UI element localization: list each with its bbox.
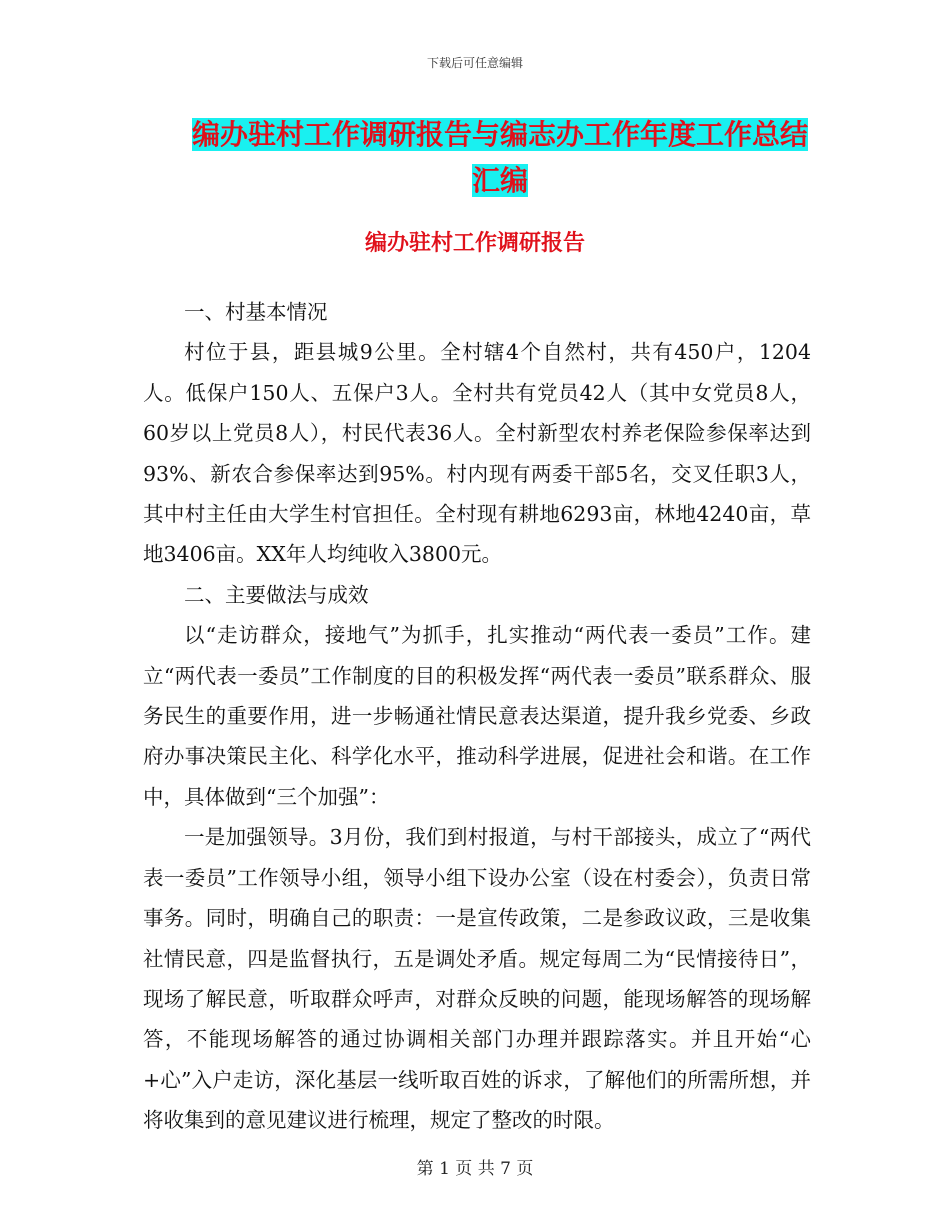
section-title: 编办驻村工作调研报告 bbox=[364, 230, 585, 256]
document-body bbox=[143, 292, 811, 1141]
document-title bbox=[190, 112, 810, 204]
document-title-text: 编办驻村工作调研报告与编志办工作年度工作总结汇编 bbox=[191, 118, 808, 197]
page-number: 第 1 页 共 7 页 bbox=[416, 1159, 534, 1179]
paragraph-methods: 以“走访群众，接地气”为抓手，扎实推动“两代表一委员”工作。建立“两代表一委员”工作制度的目的积极发挥“两代表一委员”联系群众、服务民生的重要作用，进一步畅通社情民意表达渠道，提升我乡党委、乡政府办事决策民主化、科学化水平，推动科学进展，促进社会和谐。在工作中，具体做到“三个加强”： bbox=[143, 623, 811, 809]
header-note: 下载后可任意编辑 bbox=[426, 56, 523, 70]
heading-basic-info: 一、村基本情况 bbox=[184, 300, 328, 324]
heading-methods: 二、主要做法与成效 bbox=[184, 582, 369, 607]
paragraph-basic-info: 村位于县，距县城9公里。全村辖4个自然村，共有450户，1204人。低保户150人、五保户3人。全村共有党员42人（其中女党员8人，60岁以上党员8人），村民代表36人。全村新型农村养老保险参保率达到93%、新农合参保率达到95%。村内现有两委干部5名，交叉任职3人，其中村主任由大学生村官担任。全村现有耕地6293亩，林地4240亩，草地3406亩。XX年人均纯收入3800元。 bbox=[143, 340, 811, 567]
paragraph-leadership: 一是加强领导。3月份，我们到村报道，与村干部接头，成立了“两代表一委员”工作领导小组，领导小组下设办公室（设在村委会），负责日常事务。同时，明确自己的职责：一是宣传政策，二是参政议政，三是收集社情民意，四是监督执行，五是调处矛盾。规定每周二为“民情接待日”，现场了解民意，听取群众呼声，对群众反映的问题，能现场解答的现场解答，不能现场解答的通过协调相关部门办理并跟踪落实。并且开始“心+心”入户走访，深化基层一线听取百姓的诉求，了解他们的所需所想，并将收集到的意见建议进行梳理，规定了整改的时限。 bbox=[143, 825, 811, 1133]
